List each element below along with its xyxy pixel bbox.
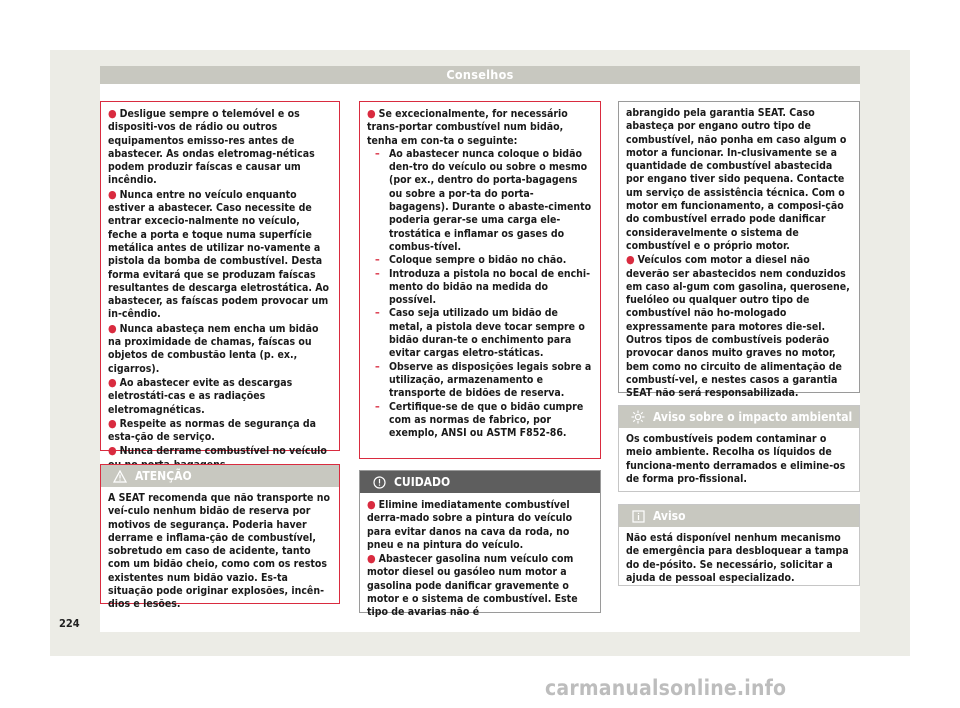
bullet-icon: ● bbox=[108, 375, 117, 389]
dash-marker: – bbox=[375, 254, 380, 267]
note-text: Não está disponível nenhum mecanismo de emergência para desbloquear a tampa do de-pósito. Se necessário, solicitar a ajuda de pessoal especializado. bbox=[626, 532, 849, 584]
caution-header bbox=[360, 471, 600, 493]
environment-title: Aviso sobre o impacto ambiental bbox=[653, 410, 853, 424]
warning-box bbox=[100, 464, 340, 611]
bullet-icon: ● bbox=[626, 253, 635, 267]
bullet-icon: ● bbox=[108, 107, 117, 120]
list-item-text: Ao abastecer evite as descargas eletrostáti-cas e as radiações eletromagnéticas. bbox=[108, 376, 293, 416]
watermark: carmanualsonline.info bbox=[545, 676, 787, 700]
dash-item bbox=[375, 401, 593, 441]
environment-icon bbox=[631, 410, 645, 424]
note-title: Aviso bbox=[653, 509, 686, 523]
note-header bbox=[619, 505, 859, 527]
list-item bbox=[367, 498, 593, 552]
list-item-text: Se excecionalmente, for necessário trans-portar combustível num bidão, tenha em con-ta o seguinte: bbox=[367, 108, 568, 147]
bullet-icon: ● bbox=[108, 321, 117, 335]
bullet-icon: ● bbox=[367, 552, 376, 566]
warning-title: ATENÇÃO bbox=[135, 469, 192, 483]
dash-item-text: Caso seja utilizado um bidão de metal, a pistola deve tocar sempre o bidão duran-te o enchimento para evitar cargas eletro-státicas. bbox=[389, 307, 585, 360]
dash-item-text: Introduza a pistola no bocal de enchi-mento do bidão na medida do possível. bbox=[389, 267, 591, 307]
list-item bbox=[367, 552, 593, 619]
fuel-can-box bbox=[359, 101, 601, 459]
dash-marker: – bbox=[375, 147, 380, 160]
note-box bbox=[618, 504, 860, 586]
list-item-text: Veículos com motor a diesel não deverão ser abastecidos nem conduzidos em caso al-gum com gasolina, querosene, fuelóleo ou qualquer outro tipo de combustível não ho-mologado expressamente para motores die-sel. Outros tipos de combustíveis poderão provocar danos muito graves no motor, bem como no circuito de alimentação de combustí-vel, e nestes casos a garantia SEAT não será responsabilizada. bbox=[626, 254, 850, 400]
bullet-icon: ● bbox=[108, 416, 117, 430]
list-item bbox=[108, 107, 332, 188]
environment-box bbox=[618, 405, 860, 492]
dash-item-text: Ao abastecer nunca coloque o bidão den-tro do veículo ou sobre o mesmo (por ex., dentro do porta-bagagens ou sobre a por-ta do porta-bagagens). Durante o abaste-cimento poderia gerar-se uma carga ele-trostática e inflamar os gases do combus-tível. bbox=[389, 147, 592, 253]
dash-marker: – bbox=[375, 360, 380, 373]
page-title: Conselhos bbox=[446, 67, 514, 82]
list-item-text: Respeite as normas de segurança da esta-ção de serviço. bbox=[108, 417, 316, 444]
list-item bbox=[367, 107, 593, 148]
dash-item bbox=[375, 254, 593, 267]
dash-list bbox=[367, 148, 593, 441]
dash-item-text: Coloque sempre o bidão no chão. bbox=[389, 254, 567, 267]
warning-text: A SEAT recomenda que não transporte no veí-culo nenhum bidão de reserva por motivos de segurança. Poderia haver derrame e inflama-ção de combustível, sobretudo em caso de acidente, tanto com um bidão cheio, como com os restos existentes num bidão vazio. Es-ta situação pode originar explosões, incên-dios e lesões. bbox=[108, 492, 330, 611]
warning-header bbox=[101, 465, 339, 487]
list-item-text: Nunca abasteça nem encha um bidão na proximidade de chamas, faíscas ou objetos de combustão lenta (p. ex., cigarros). bbox=[108, 322, 319, 375]
bullet-icon: ● bbox=[108, 444, 117, 458]
list-item-text: Elimine imediatamente combustível derra-mado sobre a pintura do veículo para evitar danos na cava da roda, no pneu e na pintura do veículo. bbox=[367, 499, 573, 551]
bullet-icon: ● bbox=[108, 187, 117, 201]
list-item bbox=[108, 322, 332, 376]
continued-text: abrangido pela garantia SEAT. Caso abasteça por engano outro tipo de combustível, não ponha em caso algum o motor a funcionar. In-clusivamente se a quantidade de combustível abastecida por engano tiver sido pequena. Contacte um serviço de assistência técnica. Com o motor em funcionamento, a composi-ção do combustível errado pode danificar consideravelmente o sistema de combustível e o próprio motor. bbox=[626, 107, 847, 252]
bullet-icon: ● bbox=[367, 107, 376, 120]
dash-item bbox=[375, 268, 593, 308]
list-item bbox=[108, 188, 332, 322]
fueling-safety-box bbox=[100, 101, 340, 458]
dash-marker: – bbox=[375, 267, 380, 280]
environment-header bbox=[619, 406, 859, 428]
list-item bbox=[108, 417, 332, 445]
list-item-text: Nunca entre no veículo enquanto estiver a abastecer. Caso necessite de entrar excecio-nalmente no veículo, feche a porta e toque numa superfície metálica antes de utilizar no-vamente a pistola da bomba de combustível. Desta forma evitará que se produzam faíscas resultantes de descarga eletrostática. Ao abastecer, as faíscas podem provocar um in-cêndio. bbox=[108, 188, 330, 321]
list-item-text: Abastecer gasolina num veículo com motor diesel ou gasóleo num motor a gasolina pode danificar gravemente o motor e o sistema de combustível. Este tipo de avarias não é bbox=[367, 553, 578, 619]
dash-marker: – bbox=[375, 307, 380, 320]
caution-title: CUIDADO bbox=[394, 475, 451, 489]
list-item-text: Nunca derrame combustível no veículo bbox=[119, 445, 327, 458]
caution-box bbox=[359, 470, 601, 619]
dash-item bbox=[375, 307, 593, 360]
warning-triangle-icon bbox=[113, 469, 127, 483]
list-item bbox=[626, 253, 852, 400]
page-header bbox=[100, 66, 860, 84]
page-number: 224 bbox=[59, 617, 80, 630]
info-circle-icon bbox=[372, 475, 386, 489]
dash-item bbox=[375, 148, 593, 254]
note-icon bbox=[631, 509, 645, 523]
dash-marker: – bbox=[375, 400, 380, 413]
list-item-text: Desligue sempre o telemóvel e os dispositi-vos de rádio ou outros equipamentos emisso-res antes de abastecer. As ondas eletromag-néticas podem produzir faíscas e causar um incêndio. bbox=[108, 108, 315, 187]
dash-item-text: Certifique-se de que o bidão cumpre com as normas de fabrico, por exemplo, ANSI ou ASTM F852-86. bbox=[389, 400, 584, 440]
dash-item-text: Observe as disposições legais sobre a utilização, armazenamento e transporte de bidões de reserva. bbox=[389, 360, 592, 400]
list-item bbox=[108, 376, 332, 417]
dash-item bbox=[375, 361, 593, 401]
bullet-icon: ● bbox=[367, 498, 376, 511]
caution-continued-box bbox=[618, 101, 860, 400]
environment-text: Os combustíveis podem contaminar o meio ambiente. Recolha os líquidos de funciona-mento derramados e elimine-os de forma pro-fissional. bbox=[626, 433, 846, 485]
